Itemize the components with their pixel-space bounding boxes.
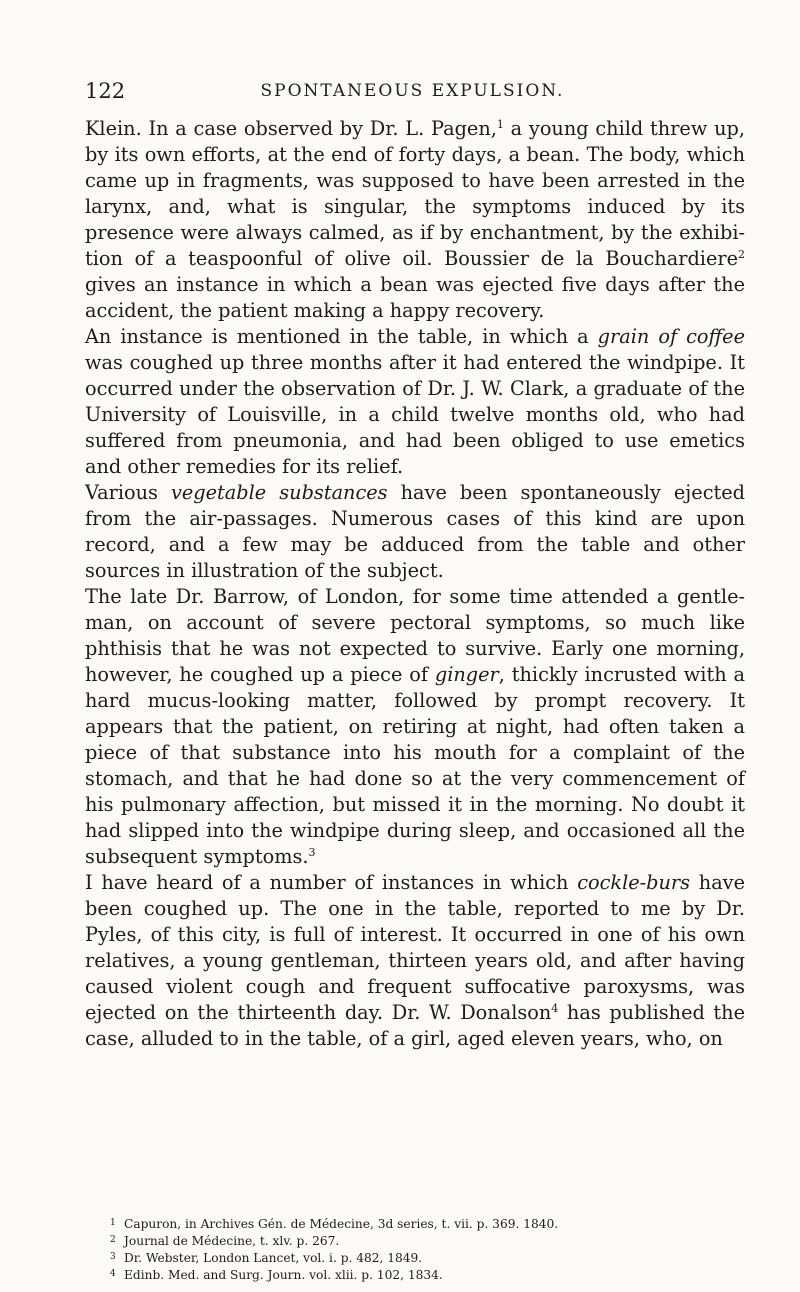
page-header [85, 78, 740, 104]
text-run: have been spontaneously ejected from the air-passages. Numerous cases of this kind are upon record, and a few may be adduced from the table and other sources in illustration of the subject. [85, 481, 745, 582]
footnote [110, 1249, 750, 1266]
text-run: was coughed up three months after it had entered the windpipe. It occurred under the observation of Dr. J. W. Clark, a graduate of the University of Louisville, in a child twelve months old, who had suffered from pneumonia, and had been obliged to use emetics and other remedies for its relief. [85, 351, 745, 478]
footnote-mark: 4 [110, 1269, 116, 1279]
italic-term: cockle-burs [577, 871, 691, 894]
italic-term: grain of coffee [597, 325, 745, 348]
footnote-mark: 1 [110, 1218, 116, 1228]
footnote-reference: 3 [308, 846, 316, 859]
text-run: Klein. In a case observed by Dr. L. Pagen, [85, 117, 497, 140]
text-run: has published the case, alluded to in the table, of a girl, aged eleven years, who, on [85, 1001, 746, 1050]
running-head: SPONTANEOUS EXPULSION. [260, 81, 565, 101]
text-run: gives an instance in which a bean was ejected five days after the accident, the patient making a happy recovery. [85, 273, 745, 322]
footnote-reference: 2 [738, 248, 745, 261]
page-number: 122 [85, 79, 126, 103]
footnote-mark: 2 [110, 1235, 116, 1245]
footnote [110, 1266, 750, 1283]
italic-term: vegetable substances [171, 481, 388, 504]
footnote-reference: 4 [551, 1002, 559, 1015]
paragraph [85, 116, 745, 324]
text-run: I have heard of a number of instances in which [85, 871, 578, 894]
footnote-text: Edinb. Med. and Surg. Journ. vol. xlii. p. 102, 1834. [124, 1268, 443, 1282]
footnote-mark: 3 [110, 1252, 116, 1262]
text-run: Various [85, 481, 171, 504]
text-run: The late Dr. Barrow, of London, for some time attended a gentleman, on account of severe pectoral symptoms, so much like phthisis that he was not expected to survive. Early one morning, however, he coughed up a piece of [85, 585, 745, 686]
paragraph [85, 584, 745, 870]
text-run: have been coughed up. The one in the table, reported to me by Dr. Pyles, of this city, is full of interest. It occurred in one of his own relatives, a young gentleman, thirteen years old, and after having caused violent cough and frequent suffocative paroxysms, was ejected on the thirteenth day. Dr. W. Donalson [85, 871, 745, 1024]
footnote [110, 1215, 750, 1232]
paragraph [85, 480, 745, 584]
footnote-reference: 1 [496, 118, 504, 131]
body-text [85, 116, 745, 1052]
text-run: a young child threw up, by its own efforts, at the end of forty days, a bean. The body, which came up in fragments, was supposed to have been arrested in the larynx, and, what is singular, the symptoms induced by its presence were always calmed, as if by enchantment, by the exhibition of a teaspoonful of olive oil. Boussier de la Bouchardiere [85, 117, 746, 270]
footnote-text: Capuron, in Archives Gén. de Médecine, 3d series, t. vii. p. 369. 1840. [124, 1217, 559, 1231]
footnote-text: Journal de Médecine, t. xlv. p. 267. [124, 1234, 340, 1248]
footnote-text: Dr. Webster, London Lancet, vol. i. p. 482, 1849. [124, 1251, 423, 1265]
text-run: , thickly incrusted with a hard mucus-looking matter, followed by prompt recovery. It appears that the patient, on retiring at night, had often taken a piece of that substance into his mouth for a complaint of the stomach, and that he had done so at the very commencement of his pulmonary affection, but missed it in the morning. No doubt it had slipped into the windpipe during sleep, and occasioned all the subsequent symptoms. [85, 663, 745, 868]
footnote [110, 1232, 750, 1249]
footnotes [110, 1215, 750, 1283]
italic-term: ginger [434, 663, 499, 686]
text-run: An instance is mentioned in the table, in which a [85, 325, 598, 348]
paragraph [85, 870, 745, 1052]
paragraph [85, 324, 745, 480]
